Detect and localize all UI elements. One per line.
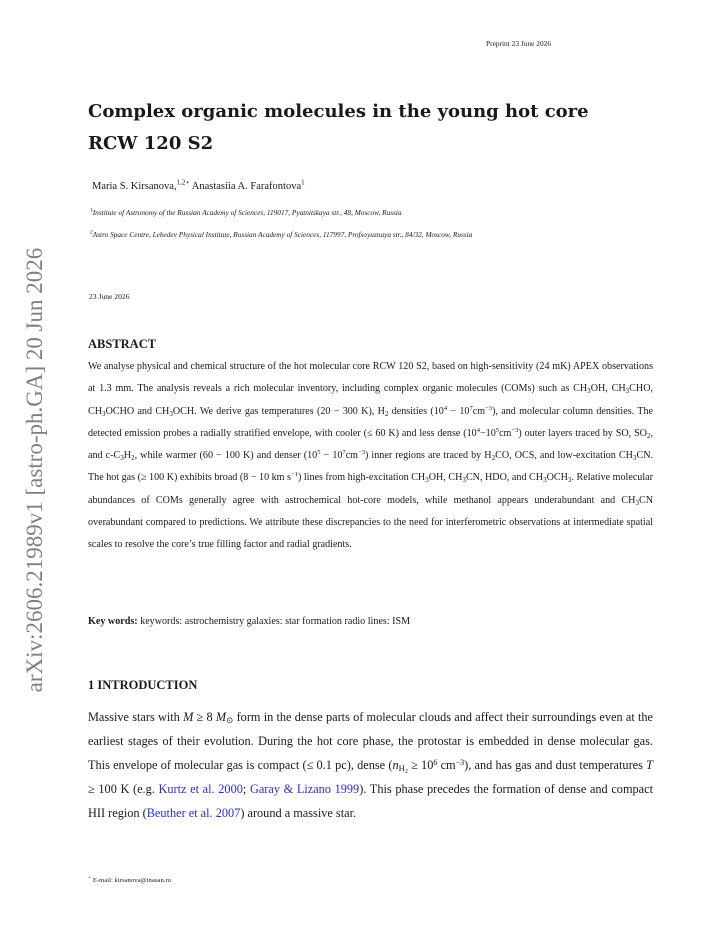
footnote-email bbox=[88, 877, 171, 884]
affiliation-1 bbox=[90, 208, 402, 217]
paper-date: 23 June 2026 bbox=[89, 292, 130, 301]
author-2: Anastasiia A. Farafontova bbox=[189, 181, 302, 192]
author-1-affiliation-mark: 1,2⋆ bbox=[176, 178, 190, 187]
citation-beuther-link[interactable]: Beuther et al. 2007 bbox=[146, 806, 241, 820]
affiliation-2-mark: 2 bbox=[90, 229, 93, 236]
title-line-1: Complex organic molecules in the young hot core bbox=[88, 101, 589, 122]
abstract-text: We analyse physical and chemical structure of the hot molecular core RCW 120 S2, based on high-sensitivity (24 mK) APEX observations at 1.3 mm. The analysis reveals a rich molecular inventory, including complex organic molecules (COMs) such as $CH_3OH$, $CH_3CHO$, $CH_3OCHO$ and $CH_3OCH$. We derive gas temperatures (20 − 300 K), $H_2$ densities $(10^4 - 10^7cm^{-3})$, and molecular column densities. The detected emission probes a radially stratified envelope, with cooler (≤ 60 K) and less dense $(10^4-10^5cm^{-3})$ outer layers traced by SO, $SO_2$, and $c-C_3H_2$, while warmer (60 − 100 K) and denser $(10^5 - 10^7cm^{-3})$ inner regions are traced by $H_2CO$, OCS, and low-excitation $CH_3CN$. The hot gas (≥ 100 K) exhibits broad (8 − 10 km $s^{-1}$) lines from high-excitation $CH_3OH$, $CH_3CN$, HDO, and $CH_3OCH_3$. Relative molecular abundances of COMs generally agree with astrochemical hot-core models, while methanol appears underabundant and $CH_3CN$ overabundant compared to predictions. We attribute these discrepancies to the need for interferometric observations at intermediate spatial scales to resolve the core’s true filling factor and radial gradients. bbox=[88, 361, 654, 551]
citation-garay-link[interactable]: Garay & Lizano 1999 bbox=[249, 782, 360, 796]
keywords-line bbox=[88, 616, 410, 627]
keywords-label: Key words: bbox=[88, 616, 138, 627]
footnote-text: E-mail: kirsanova@inasan.ru bbox=[91, 877, 172, 884]
author-1: Maria S. Kirsanova, bbox=[92, 181, 177, 192]
author-2-affiliation-mark: 1 bbox=[301, 178, 305, 187]
keywords-text: keywords: astrochemistry galaxies: star formation radio lines: ISM bbox=[137, 616, 411, 627]
affiliation-2-text: Astro Space Centre, Lebedev Physical Institute, Russian Academy of Sciences, 117997, Profsoyuznaya str., 84/32, Moscow, Russia bbox=[92, 230, 473, 239]
paper-title bbox=[88, 96, 648, 160]
affiliation-1-mark: 1 bbox=[90, 207, 93, 214]
affiliation-1-text: Institute of Astronomy of the Russian Academy of Sciences, 119017, Pyatnitskaya str., 48, Moscow, Russia bbox=[92, 208, 402, 217]
arxiv-identifier: arXiv:2606.21989v1 [astro-ph.GA] 20 Jun 2026 bbox=[22, 247, 47, 693]
footnote-mark: ⋆ bbox=[88, 875, 92, 881]
affiliation-2 bbox=[90, 230, 472, 239]
title-line-2: RCW 120 S2 bbox=[88, 133, 214, 154]
citation-kurtz-link[interactable]: Kurtz et al. 2000 bbox=[158, 782, 243, 796]
preprint-date: Preprint 23 June 2026 bbox=[486, 39, 552, 48]
introduction-heading: 1 INTRODUCTION bbox=[88, 678, 198, 692]
author-list bbox=[92, 178, 305, 192]
introduction-text: Massive stars with M ≥ 8 $M_⊙$ form in the dense parts of molecular clouds and affect their surroundings even at the earliest stages of their evolution. During the hot core phase, the protostar is embedded in dense molecular gas. This envelope of molecular gas is compact (≤ 0.1 pc), dense ($n_{H_2} \ge 10^6$ $cm^{-3}$), and has gas and dust temperatures T ≥ 100 K (e.g. Kurtz et al. 2000; Garay & Lizano 1999). This phase precedes the formation of dense and compact HII region (Beuther et al. 2007) around a massive star. bbox=[88, 710, 653, 820]
abstract-heading: ABSTRACT bbox=[88, 337, 157, 351]
